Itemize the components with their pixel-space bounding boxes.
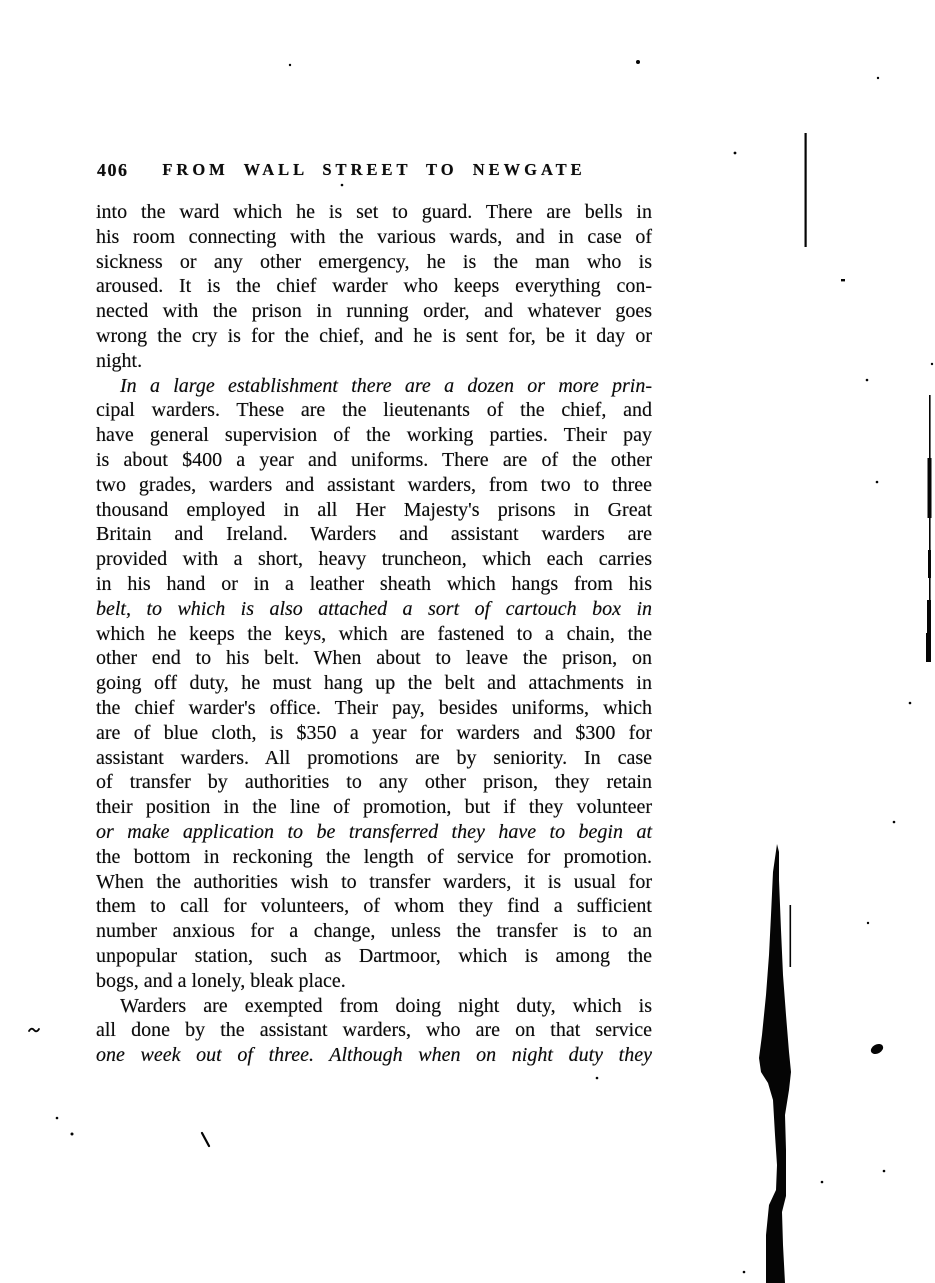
body-line: into the ward which he is set to guard. There are bells in — [96, 201, 652, 223]
body-line: the bottom in reckoning the length of service for promotion. — [96, 845, 652, 868]
body-line: sickness or any other emergency, he is the man who is — [96, 250, 652, 273]
paragraph — [96, 994, 652, 1068]
body-line: is about $400 a year and uniforms. There are of the other — [96, 448, 652, 471]
body-text — [96, 200, 652, 1068]
scratch-line-mid — [790, 905, 792, 967]
body-line: night. — [96, 349, 143, 372]
body-line: assistant warders. All promotions are by seniority. In case — [96, 746, 652, 769]
body-line: unpopular station, such as Dartmoor, which is among the — [96, 944, 652, 967]
stray-stroke — [202, 1133, 209, 1146]
body-line: In a large establishment there are a dozen or more prin- — [120, 374, 652, 397]
edge-line-thick-4 — [926, 633, 931, 662]
paragraph — [96, 374, 652, 994]
body-line: going off duty, he must hang up the belt and attachments in — [96, 672, 652, 695]
body-line: have general supervision of the working parties. Their pay — [96, 424, 652, 447]
body-line: two grades, warders and assistant warders, from two to three — [96, 473, 652, 496]
body-line: provided with a short, heavy truncheon, which each carries — [96, 548, 652, 571]
running-title: FROM WALL STREET TO NEWGATE — [162, 160, 586, 179]
body-line: the chief warder's office. Their pay, besides uniforms, which — [96, 696, 652, 719]
edge-line-thick-3 — [927, 600, 931, 634]
body-line: all done by the assistant warders, who are on that service — [96, 1019, 652, 1042]
body-line: one week out of three. Although when on night duty they — [96, 1044, 652, 1067]
scratch-line-top — [805, 133, 807, 247]
body-line: of transfer by authorities to any other prison, they retain — [96, 771, 652, 794]
body-line: or make application to be transferred they have to begin at — [96, 820, 652, 843]
body-line: in his hand or in a leather sheath which hangs from his — [96, 572, 652, 595]
body-line: his room connecting with the various wards, and in case of — [96, 225, 652, 248]
edge-line-thick-1 — [928, 458, 932, 518]
body-line: wrong the cry is for the chief, and he is sent for, be it day or — [96, 324, 652, 347]
ink-streak — [759, 844, 791, 1283]
body-line: Britain and Ireland. Warders and assistant warders are — [96, 523, 652, 546]
body-line: them to call for volunteers, of whom they find a sufficient — [96, 895, 652, 918]
body-line: aroused. It is the chief warder who keeps everything con- — [96, 275, 652, 298]
body-line: other end to his belt. When about to leave the prison, on — [96, 647, 652, 670]
body-line: are of blue cloth, is $350 a year for warders and $300 for — [96, 721, 652, 744]
margin-squiggle — [29, 1029, 39, 1032]
body-line: their position in the line of promotion, but if they volunteer — [96, 796, 652, 819]
body-line: number anxious for a change, unless the transfer is to an — [96, 920, 652, 943]
body-line: cipal warders. These are the lieutenants of the chief, and — [96, 399, 652, 422]
body-line: When the authorities wish to transfer warders, it is usual for — [96, 870, 652, 893]
page-number: 406 — [97, 160, 129, 180]
edge-line-thick-2 — [928, 550, 931, 578]
body-line: which he keeps the keys, which are fastened to a chain, the — [96, 622, 652, 645]
body-line: belt, to which is also attached a sort of cartouch box in — [96, 597, 652, 620]
body-line: thousand employed in all Her Majesty's prisons in Great — [96, 498, 652, 521]
edge-line-base — [929, 395, 931, 662]
body-line: Warders are exempted from doing night duty, which is — [120, 994, 652, 1017]
paragraph — [96, 200, 652, 374]
body-line: bogs, and a lonely, bleak place. — [96, 969, 346, 992]
body-line: nected with the prison in running order, and whatever goes — [96, 300, 652, 323]
ink-blob — [869, 1042, 885, 1056]
page-header — [96, 159, 652, 183]
